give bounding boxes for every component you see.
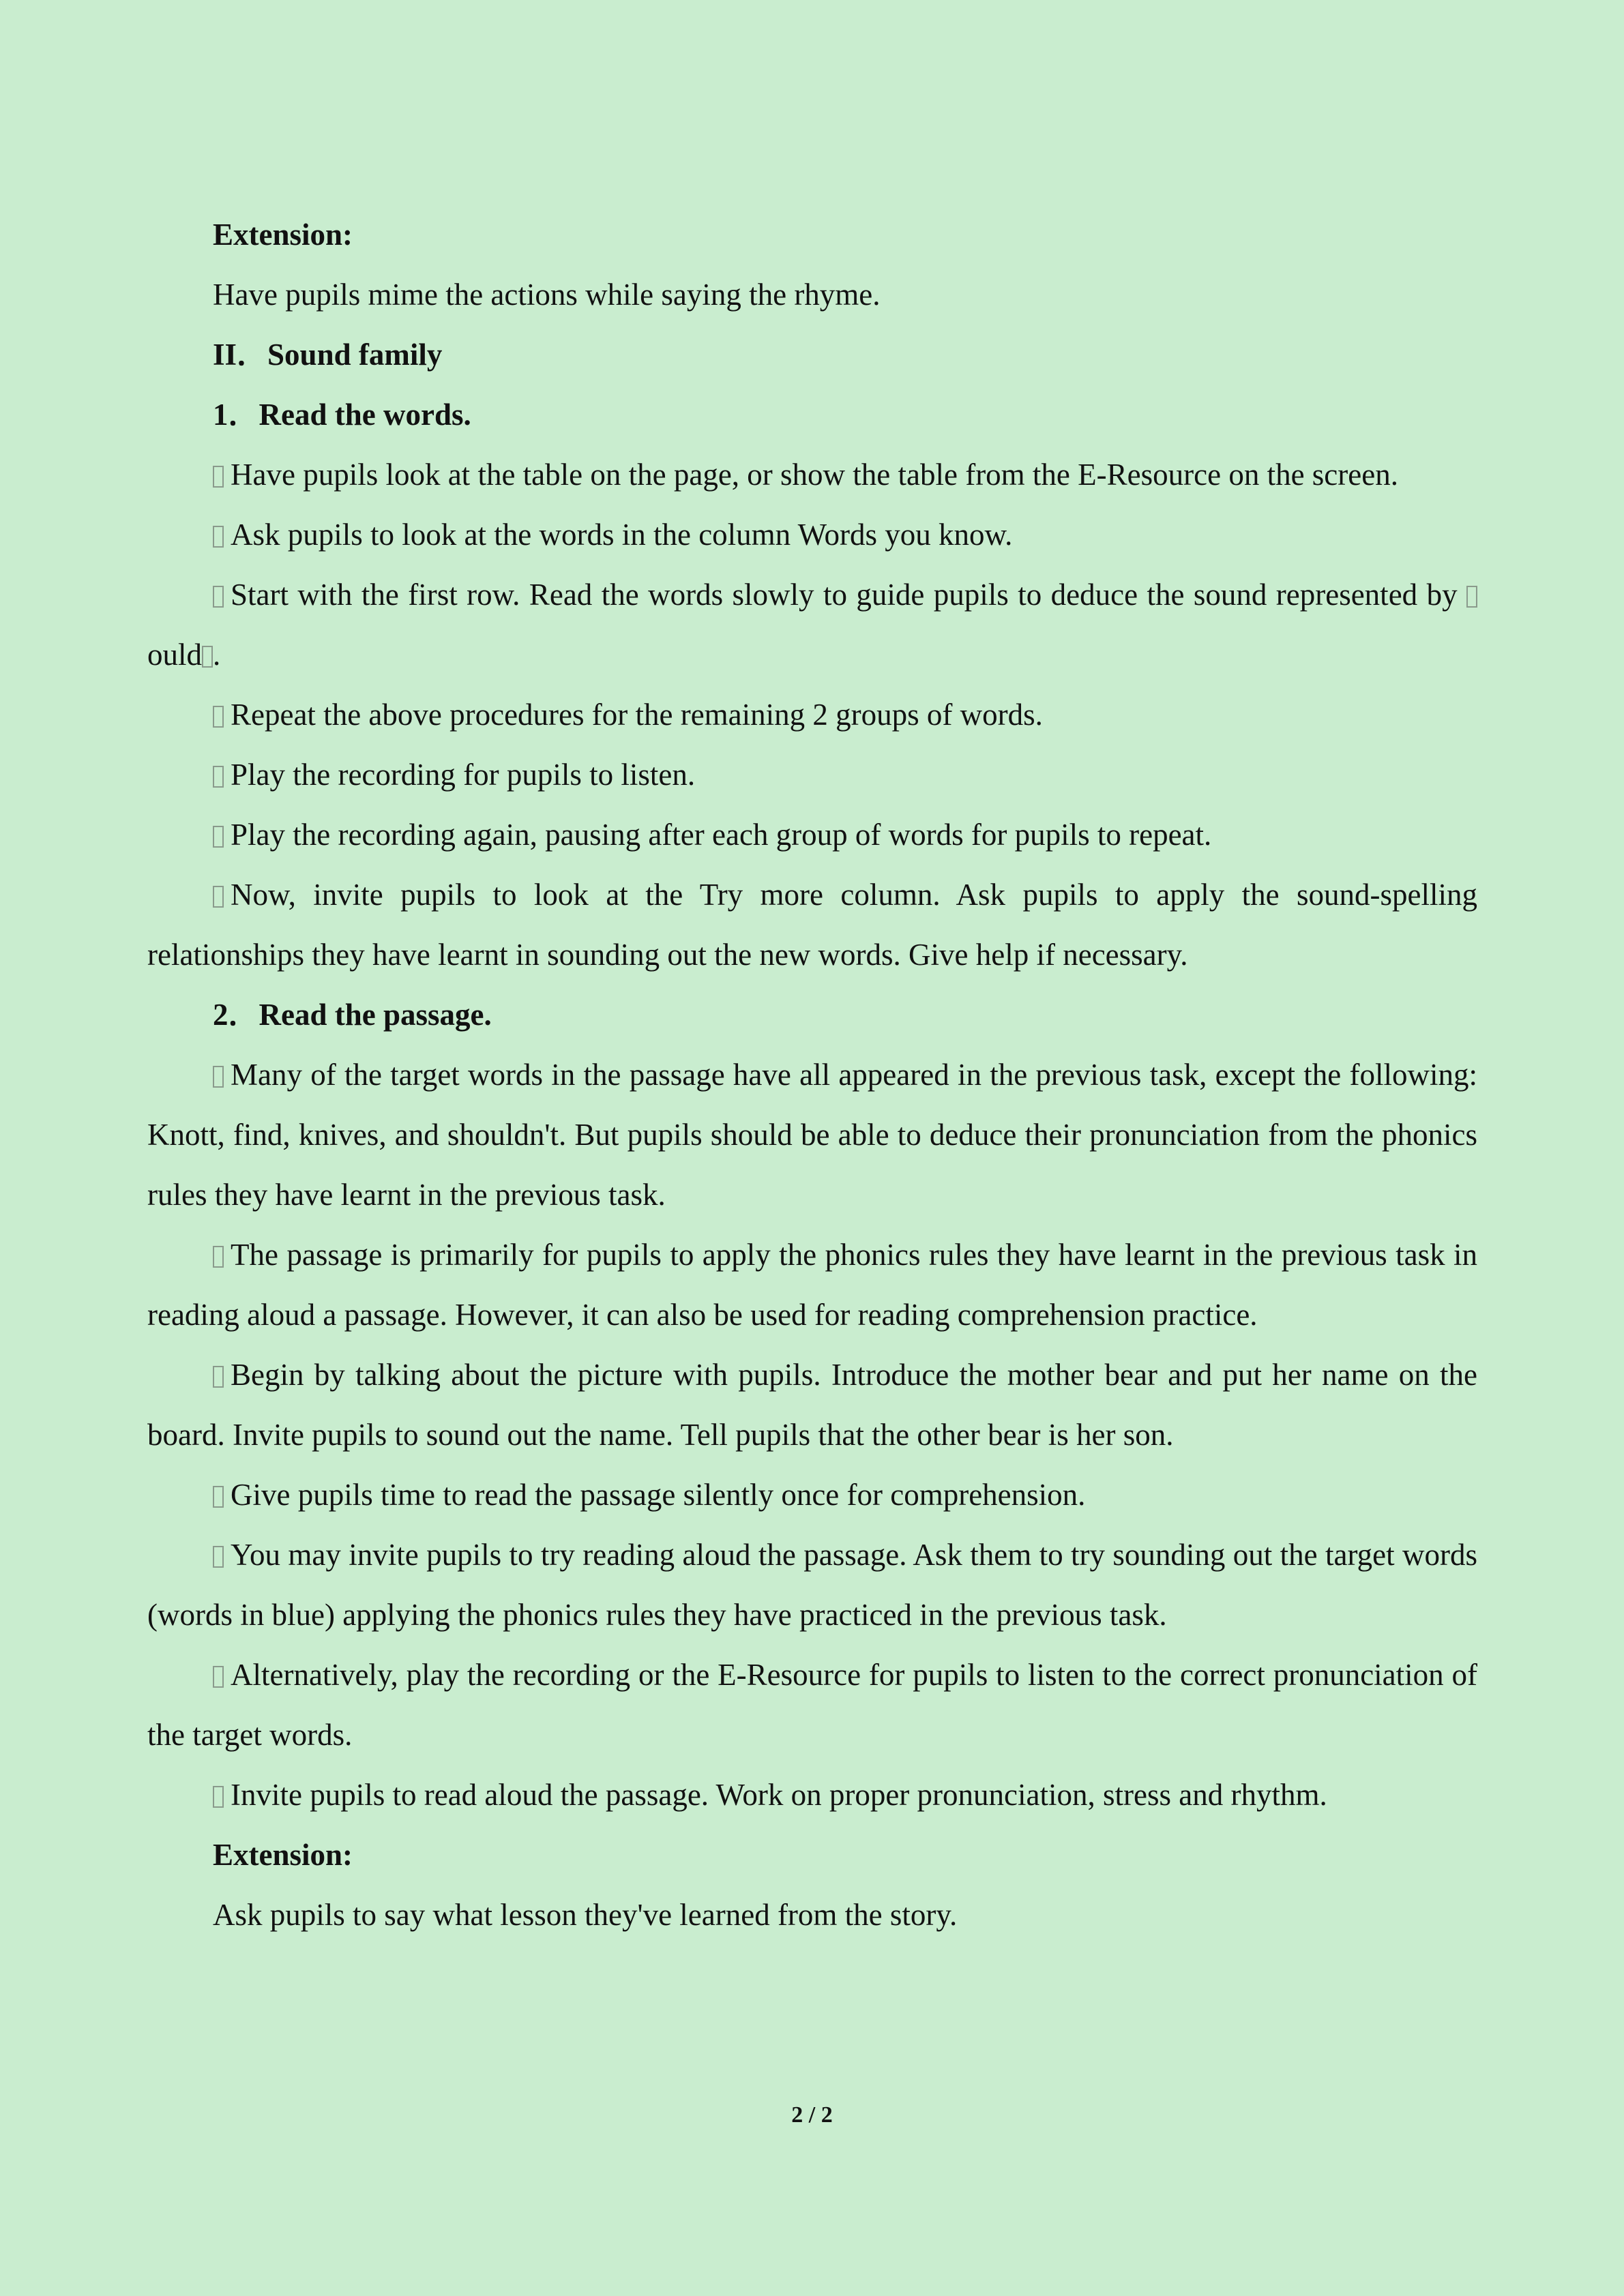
page-number: 2 / 2 bbox=[791, 2102, 833, 2128]
bullet-glyph-icon bbox=[213, 826, 224, 848]
missing-glyph-icon bbox=[202, 646, 213, 668]
bullet-text: ould bbox=[147, 638, 203, 672]
bullet-text: Many of the target words in the passage have all appeared in the previous task, except the following: Knott, find, knives, and shouldn't. But pupils should be able to deduce their pronunciation from the phonics rules they have learnt in the previous task. bbox=[147, 1058, 1477, 1212]
bullet-text: Now, invite pupils to look at the Try more column. Ask pupils to apply the sound-spelling relationships they have learnt in sounding out the new words. Give help if necessary. bbox=[147, 878, 1477, 972]
extension-heading: Extension: bbox=[213, 218, 353, 252]
section-heading: II．Sound family bbox=[213, 338, 443, 372]
bullet-paragraph bbox=[147, 565, 1477, 685]
bullet-glyph-icon bbox=[213, 1786, 224, 1808]
bullet-text: Ask pupils to look at the words in the column Words you know. bbox=[231, 518, 1013, 552]
bullet-paragraph bbox=[147, 1225, 1477, 1345]
bullet-paragraph bbox=[147, 1345, 1477, 1465]
bullet-glyph-icon bbox=[213, 886, 224, 908]
bullet-paragraph bbox=[147, 865, 1477, 985]
bullet-glyph-icon bbox=[213, 1366, 224, 1388]
bullet-glyph-icon bbox=[213, 706, 224, 728]
bullet-glyph-icon bbox=[213, 586, 224, 608]
bullet-text: Play the recording again, pausing after each group of words for pupils to repeat. bbox=[231, 818, 1212, 852]
bullet-paragraph bbox=[147, 685, 1477, 745]
bullet-text: Invite pupils to read aloud the passage. Work on proper pronunciation, stress and rhythm. bbox=[231, 1778, 1327, 1812]
bullet-glyph-icon bbox=[213, 1546, 224, 1568]
bullet-paragraph bbox=[147, 1645, 1477, 1765]
missing-glyph-icon bbox=[1466, 586, 1477, 608]
bullet-glyph-icon bbox=[213, 1246, 224, 1268]
bullet-paragraph bbox=[147, 745, 1477, 805]
bullet-glyph-icon bbox=[213, 1066, 224, 1088]
bullet-text: Start with the first row. Read the words slowly to guide pupils to deduce the sound represented by bbox=[231, 578, 1466, 612]
bullet-paragraph bbox=[147, 1465, 1477, 1525]
bullet-text: Play the recording for pupils to listen. bbox=[231, 758, 696, 792]
bullet-paragraph bbox=[147, 1525, 1477, 1645]
document-body bbox=[147, 205, 1477, 1945]
paragraph: Have pupils mime the actions while saying the rhyme. bbox=[213, 278, 881, 312]
bullet-paragraph bbox=[147, 1765, 1477, 1825]
bullet-text: Have pupils look at the table on the page, or show the table from the E-Resource on the screen. bbox=[231, 458, 1398, 492]
bullet-text: Repeat the above procedures for the remaining 2 groups of words. bbox=[231, 698, 1043, 732]
subsection-heading: 2．Read the passage. bbox=[213, 998, 492, 1032]
bullet-text: Give pupils time to read the passage silently once for comprehension. bbox=[231, 1478, 1086, 1512]
bullet-glyph-icon bbox=[213, 766, 224, 788]
bullet-paragraph bbox=[147, 805, 1477, 865]
bullet-paragraph bbox=[147, 1045, 1477, 1225]
bullet-glyph-icon bbox=[213, 1666, 224, 1688]
bullet-text: . bbox=[213, 638, 221, 672]
bullet-paragraph bbox=[147, 445, 1477, 505]
subsection-heading: 1．Read the words. bbox=[213, 398, 471, 432]
paragraph: Ask pupils to say what lesson they've learned from the story. bbox=[213, 1898, 958, 1932]
bullet-paragraph bbox=[147, 505, 1477, 565]
bullet-glyph-icon bbox=[213, 526, 224, 548]
bullet-text: The passage is primarily for pupils to apply the phonics rules they have learnt in the previous task in reading aloud a passage. However, it can also be used for reading comprehension practice. bbox=[147, 1238, 1477, 1332]
extension-heading: Extension: bbox=[213, 1838, 353, 1872]
bullet-text: Alternatively, play the recording or the E-Resource for pupils to listen to the correct pronunciation of the target words. bbox=[147, 1658, 1477, 1752]
bullet-text: You may invite pupils to try reading aloud the passage. Ask them to try sounding out the target words (words in blue) applying the phonics rules they have practiced in the previous task. bbox=[147, 1538, 1477, 1632]
bullet-glyph-icon bbox=[213, 466, 224, 488]
bullet-text: Begin by talking about the picture with pupils. Introduce the mother bear and put her name on the board. Invite pupils to sound out the name. Tell pupils that the other bear is her son. bbox=[147, 1358, 1477, 1452]
bullet-glyph-icon bbox=[213, 1486, 224, 1508]
